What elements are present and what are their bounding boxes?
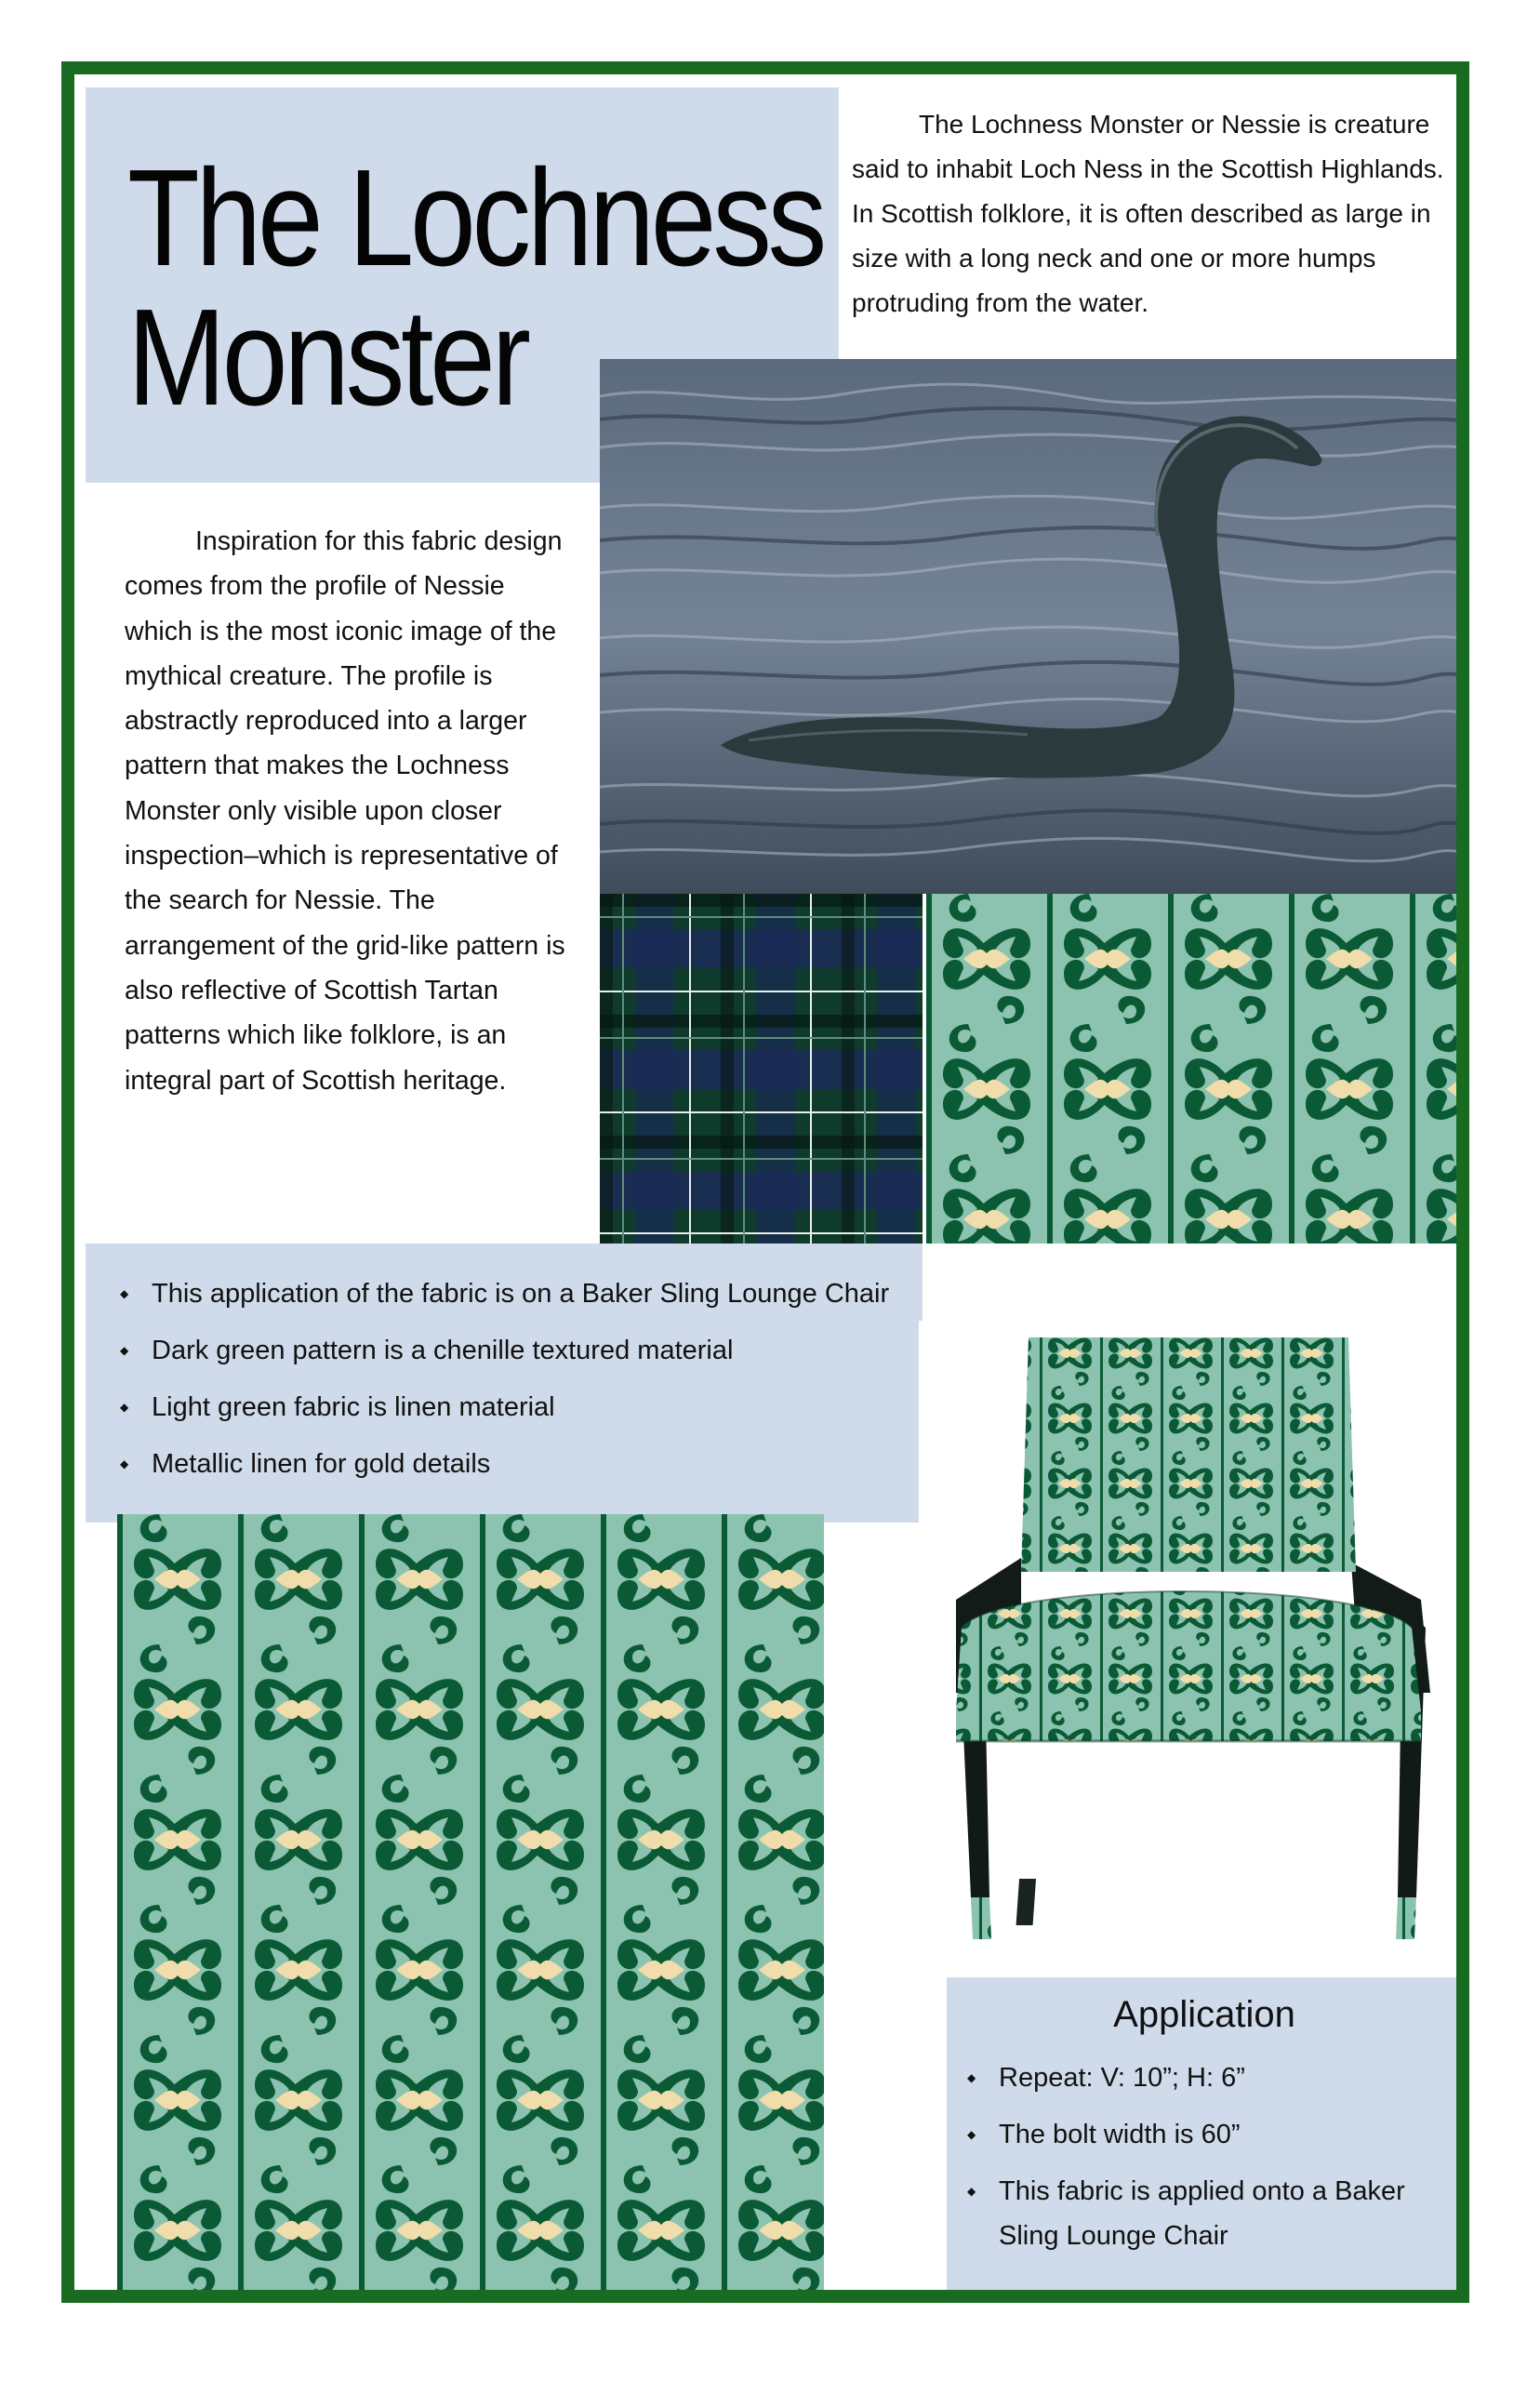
fabric-swatch-small — [926, 894, 1462, 1244]
fabric-repeat-pattern — [117, 1514, 824, 2291]
tartan-swatch — [600, 894, 923, 1244]
list-item: ◆ This fabric is applied onto a Baker Sling Lounge Chair — [999, 2169, 1445, 2258]
list-item: ◆ The bolt width is 60” — [999, 2112, 1445, 2157]
inspiration-paragraph: Inspiration for this fabric design comes from the profile of Nessie which is the most iconic image of the mythical creature. The profile is abstractly reproduced into a larger pattern that makes the Lochness Monster only visible upon closer inspection–which is representative of the search for Nessie. The arrangement of the grid-like pattern is also reflective of Scottish Tartan patterns which like folklore, is an integral part of Scottish heritage. — [125, 526, 565, 1096]
page-frame — [61, 61, 1469, 2303]
nessie-photo — [600, 359, 1462, 894]
application-list — [999, 2055, 1445, 2270]
title-line-1: The Lochness — [127, 141, 823, 295]
title-line-2: Monster — [127, 281, 527, 434]
list-item: ◆ Light green fabric is linen material — [152, 1379, 889, 1436]
application-panel — [947, 1977, 1462, 2303]
lounge-chair-image — [919, 1321, 1458, 1953]
application-heading: Application — [1113, 1994, 1295, 2035]
list-item: ◆ Repeat: V: 10”; H: 6” — [999, 2055, 1445, 2100]
fabric-details-panel — [86, 1244, 923, 1523]
fabric-details-list — [152, 1266, 889, 1493]
intro-paragraph: The Lochness Monster or Nessie is creature said to inhabit Loch Ness in the Scottish Highlands. In Scottish folklore, it is often described as large in size with a long neck and one or more humps protruding from the water. — [852, 110, 1444, 317]
list-item: ◆ Dark green pattern is a chenille textured material — [152, 1323, 889, 1379]
list-item: ◆ Metallic linen for gold details — [152, 1436, 889, 1493]
list-item: ◆ This application of the fabric is on a Baker Sling Lounge Chair — [152, 1266, 889, 1323]
